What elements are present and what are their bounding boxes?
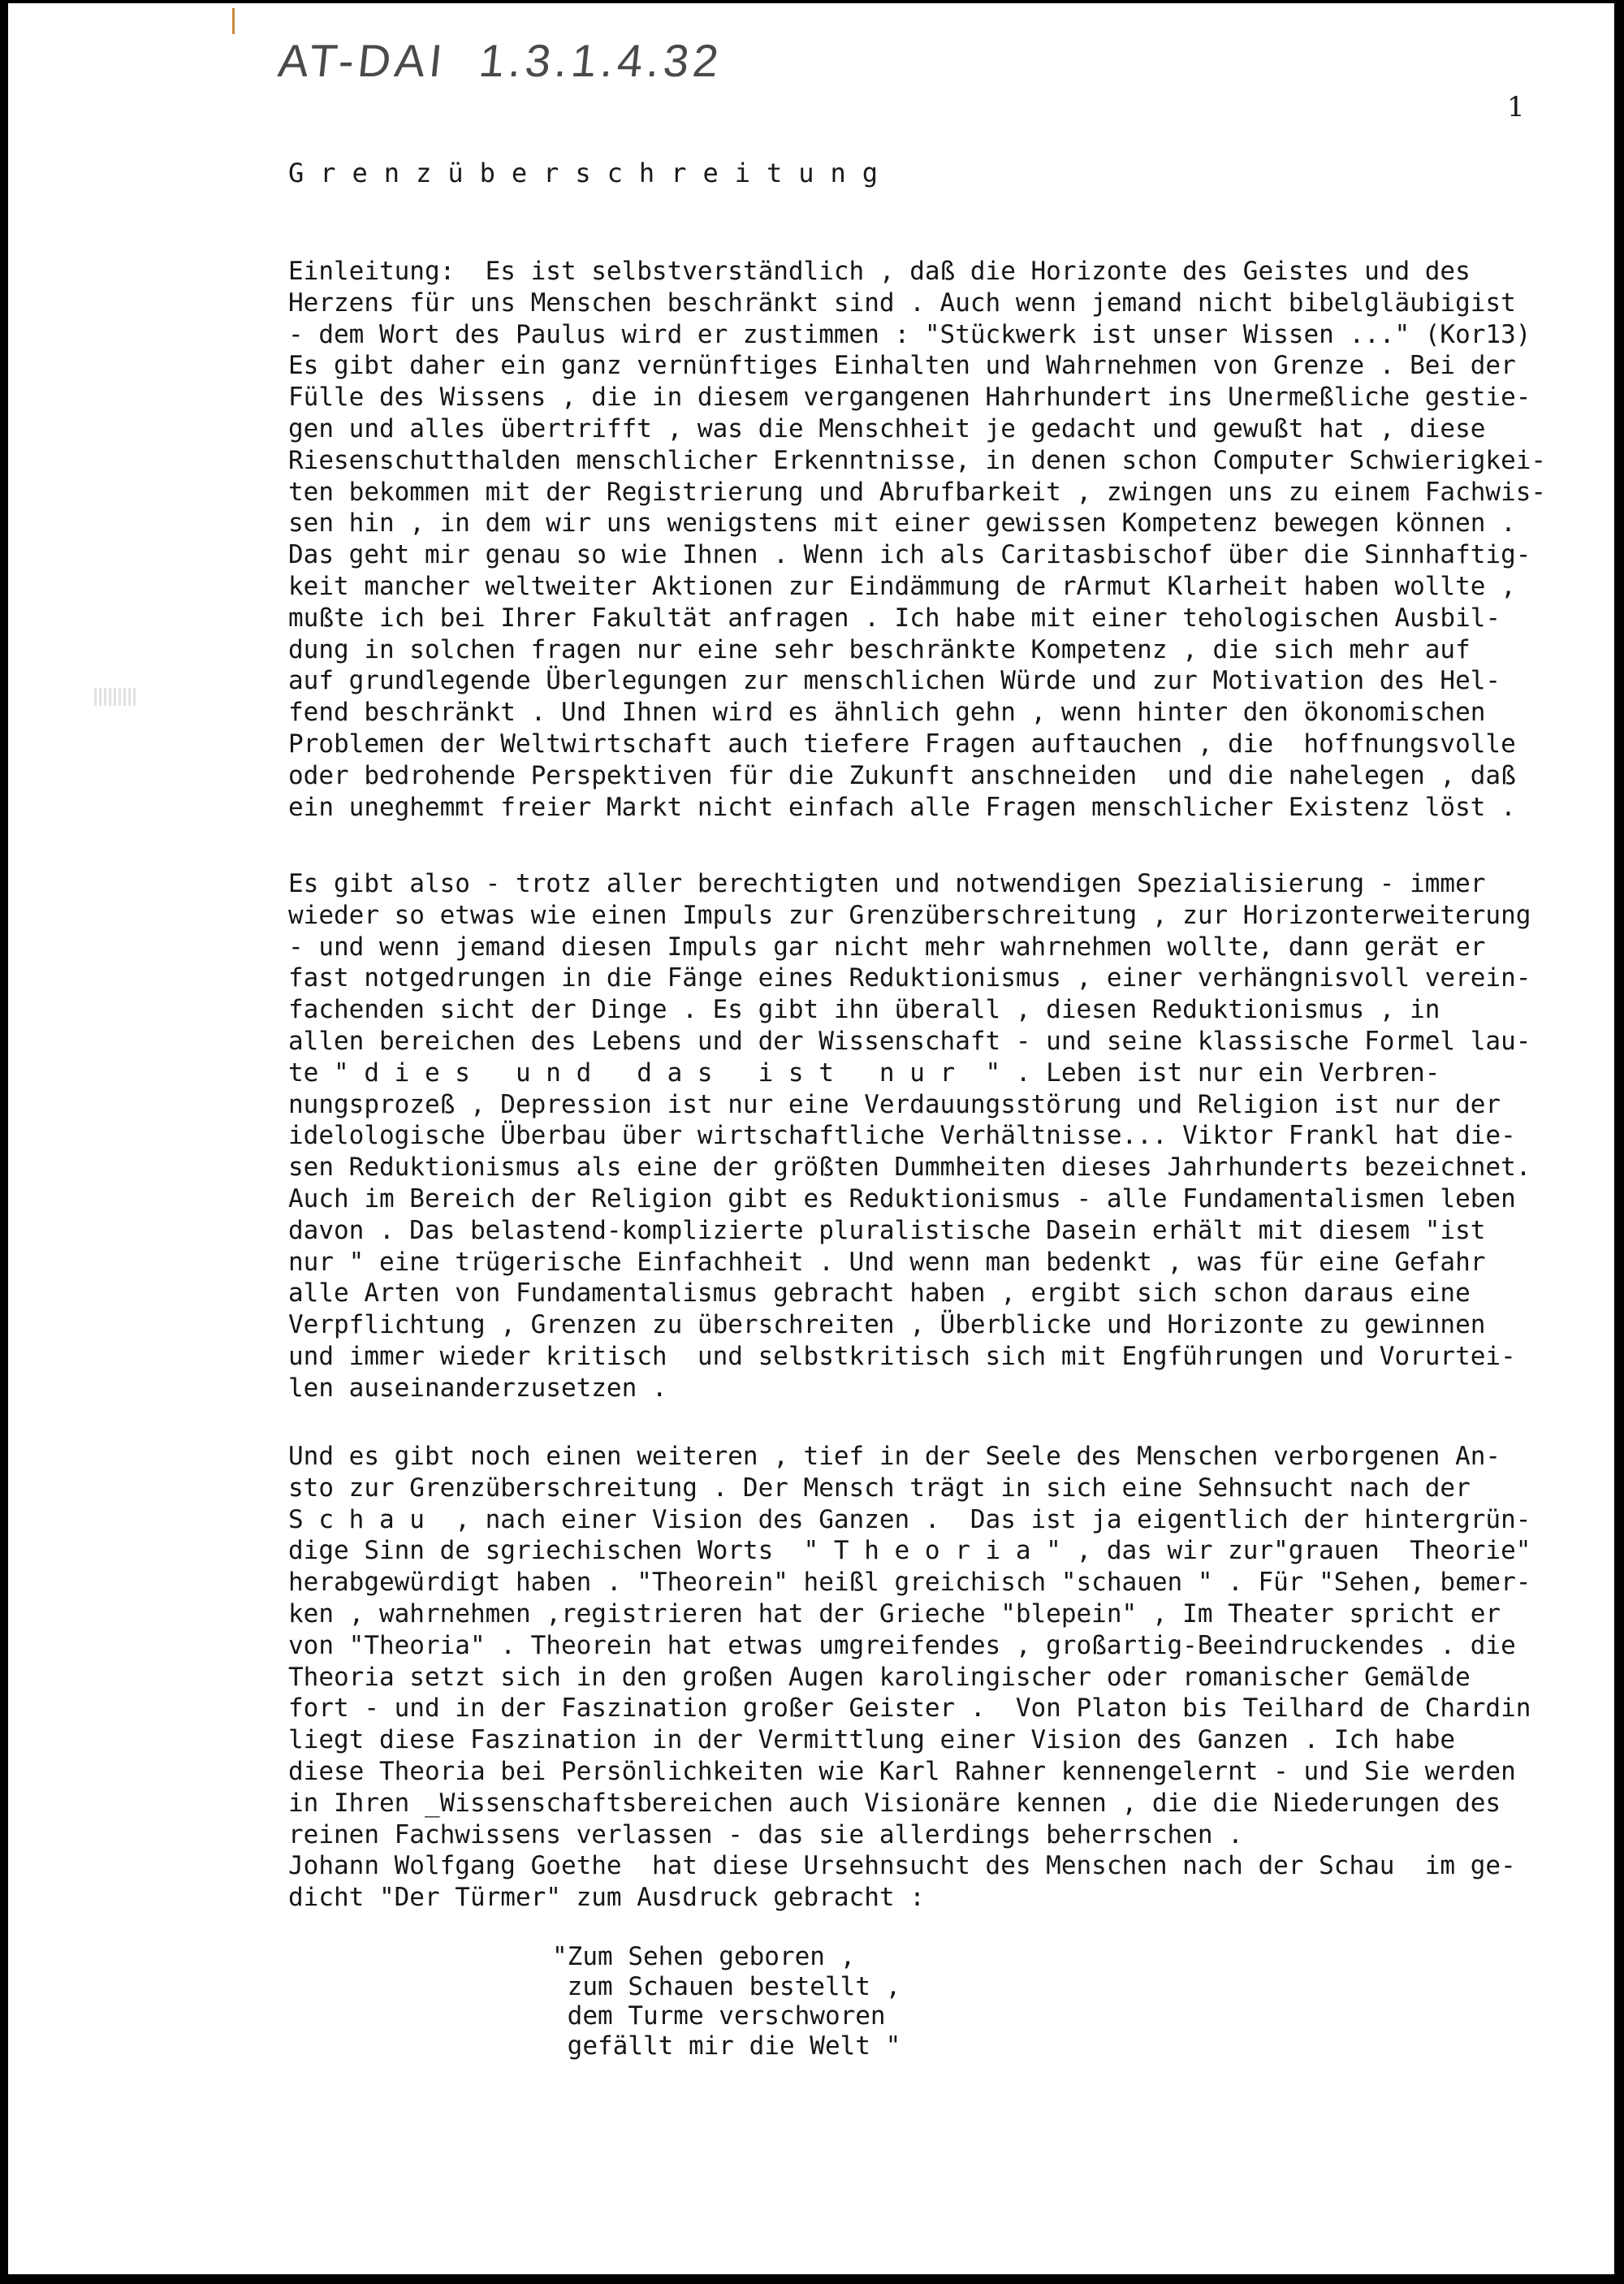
text-line: ken , wahrnehmen ,registrieren hat der Grieche "blepein" , Im Theater spricht er: [288, 1599, 1501, 1629]
poem-line: dem Turme verschworen: [552, 2001, 886, 2031]
text-line: diese Theoria bei Persönlichkeiten wie Karl Rahner kennengelernt - und Sie werden: [288, 1757, 1516, 1786]
poem-line: gefällt mir die Welt ": [552, 2031, 901, 2061]
text-line: nungsprozeß , Depression ist nur eine Verdauungsstörung und Religion ist nur der: [288, 1089, 1501, 1119]
text-line: auf grundlegende Überlegungen zur menschlichen Würde und zur Motivation des Hel-: [288, 666, 1501, 696]
text-line: Problemen der Weltwirtschaft auch tiefere Fragen auftauchen , die hoffnungsvolle: [288, 729, 1516, 759]
text-line: S c h a u , nach einer Vision des Ganzen . Das ist ja eigentlich der hintergrün-: [288, 1504, 1531, 1534]
text-line: Auch im Bereich der Religion gibt es Reduktionismus - alle Fundamentalismen leben: [288, 1184, 1516, 1213]
poem-line: "Zum Sehen geboren ,: [552, 1942, 856, 1971]
text-line: in Ihren _Wissenschaftsbereichen auch Visionäre kennen , die die Niederungen des: [288, 1788, 1501, 1818]
text-line: mußte ich bei Ihrer Fakultät anfragen . Ich habe mit einer tehologischen Ausbil-: [288, 603, 1501, 633]
text-line: liegt diese Faszination in der Vermittlung einer Vision des Ganzen . Ich habe: [288, 1725, 1456, 1755]
text-line: herabgewürdigt haben . "Theorein" heißl greichisch "schauen " . Für "Sehen, bemer-: [288, 1568, 1531, 1598]
text-line: - und wenn jemand diesen Impuls gar nicht mehr wahrnehmen wollte, dann gerät er: [288, 932, 1486, 962]
text-line: fend beschränkt . Und Ihnen wird es ähnlich gehn , wenn hinter den ökonomischen: [288, 698, 1486, 728]
text-line: dige Sinn de sgriechischen Worts " T h e o r i a " , das wir zur"grauen Theorie": [288, 1536, 1531, 1566]
text-line: Einleitung: Es ist selbstverständlich , daß die Horizonte des Geistes und des: [288, 257, 1471, 286]
text-line: len auseinanderzusetzen .: [288, 1373, 667, 1403]
text-line: davon . Das belastend-komplizierte pluralistische Dasein erhält mit diesem "ist: [288, 1215, 1486, 1245]
text-line: Theoria setzt sich in den großen Augen karolingischer oder romanischer Gemälde: [288, 1662, 1471, 1692]
text-line: - dem Wort des Paulus wird er zustimmen : "Stückwerk ist unser Wissen ..." (Kor13): [288, 319, 1531, 349]
staple-mark: [232, 8, 235, 34]
text-line: dicht "Der Türmer" zum Ausdruck gebracht :: [288, 1883, 925, 1913]
text-line: reinen Fachwissens verlassen - das sie allerdings beherrschen .: [288, 1819, 1243, 1849]
text-line: dung in solchen fragen nur eine sehr beschränkte Kompetenz , die sich mehr auf: [288, 634, 1471, 664]
text-line: fast notgedrungen in die Fänge eines Reduktionismus , einer verhängnisvoll verein-: [288, 963, 1531, 993]
text-line: keit mancher weltweiter Aktionen zur Eindämmung de rArmut Klarheit haben wollte ,: [288, 572, 1516, 601]
page-number: 1: [1507, 91, 1525, 123]
text-line: oder bedrohende Perspektiven für die Zukunft anschneiden und die nahelegen , daß: [288, 760, 1516, 790]
text-line: sto zur Grenzüberschreitung . Der Mensch trägt in sich eine Sehnsucht nach der: [288, 1473, 1471, 1503]
text-line: von "Theoria" . Theorein hat etwas umgreifendes , großartig-Beeindruckendes . die: [288, 1630, 1516, 1660]
poem-line: zum Schauen bestellt ,: [552, 1971, 901, 2001]
text-line: und immer wieder kritisch und selbstkritisch sich mit Engführungen und Vorurtei-: [288, 1342, 1516, 1371]
text-line: Johann Wolfgang Goethe hat diese Ursehnsucht des Menschen nach der Schau im ge-: [288, 1851, 1516, 1881]
scan-artifact-mark: [94, 688, 136, 706]
text-line: gen und alles übertrifft , was die Menschheit je gedacht und gewußt hat , diese: [288, 414, 1486, 443]
text-line: allen bereichen des Lebens und der Wissenschaft - und seine klassische Formel lau-: [288, 1027, 1531, 1056]
text-line: Es gibt also - trotz aller berechtigten und notwendigen Spezialisierung - immer: [288, 869, 1486, 898]
text-line: Das geht mir genau so wie Ihnen . Wenn ich als Caritasbischof über die Sinnhaftig-: [288, 540, 1531, 570]
text-line: ten bekommen mit der Registrierung und Abrufbarkeit , zwingen uns zu einem Fachwis-: [288, 477, 1547, 507]
text-line: wieder so etwas wie einen Impuls zur Grenzüberschreitung , zur Horizonterweiterung: [288, 900, 1531, 930]
text-line: Herzens für uns Menschen beschränkt sind . Auch wenn jemand nicht bibelgläubigist: [288, 288, 1516, 318]
text-line: idelologische Überbau über wirtschaftliche Verhältnisse... Viktor Frankl hat die-: [288, 1121, 1516, 1151]
text-line: Verpflichtung , Grenzen zu überschreiten , Überblicke und Horizonte zu gewinnen: [288, 1310, 1486, 1340]
text-line: Und es gibt noch einen weiteren , tief in der Seele des Menschen verborgenen An-: [288, 1442, 1501, 1471]
text-line: sen hin , in dem wir uns wenigstens mit einer gewissen Kompetenz bewegen können .: [288, 508, 1516, 539]
text-line: alle Arten von Fundamentalismus gebracht haben , ergibt sich schon daraus eine: [288, 1278, 1471, 1309]
text-line: Fülle des Wissens , die in diesem vergangenen Hahrhundert ins Unermeßliche gestie-: [288, 383, 1531, 413]
archive-reference-handwritten: AT-DAI 1.3.1.4.32: [275, 35, 725, 86]
document-title: Grenzüberschreitung: [288, 158, 895, 188]
text-line: sen Reduktionismus als eine der größten Dummheiten dieses Jahrhunderts bezeichnet.: [288, 1153, 1531, 1183]
text-line: ein uneghemmt freier Markt nicht einfach alle Fragen menschlicher Existenz löst .: [288, 792, 1516, 822]
text-line: Es gibt daher ein ganz vernünftiges Einhalten und Wahrnehmen von Grenze . Bei der: [288, 351, 1516, 381]
text-line: fachenden sicht der Dinge . Es gibt ihn überall , diesen Reduktionismus , in: [288, 995, 1440, 1025]
document-page: [8, 3, 1614, 2274]
text-line: fort - und in der Faszination großer Geister . Von Platon bis Teilhard de Chardin: [288, 1694, 1531, 1724]
text-line: nur " eine trügerische Einfachheit . Und wenn man bedenkt , was für eine Gefahr: [288, 1247, 1486, 1277]
text-line: Riesenschutthalden menschlicher Erkenntnisse, in denen schon Computer Schwierigkei-: [288, 445, 1547, 475]
text-line: te " d i e s u n d d a s i s t n u r " . Leben ist nur ein Verbren-: [288, 1058, 1440, 1088]
